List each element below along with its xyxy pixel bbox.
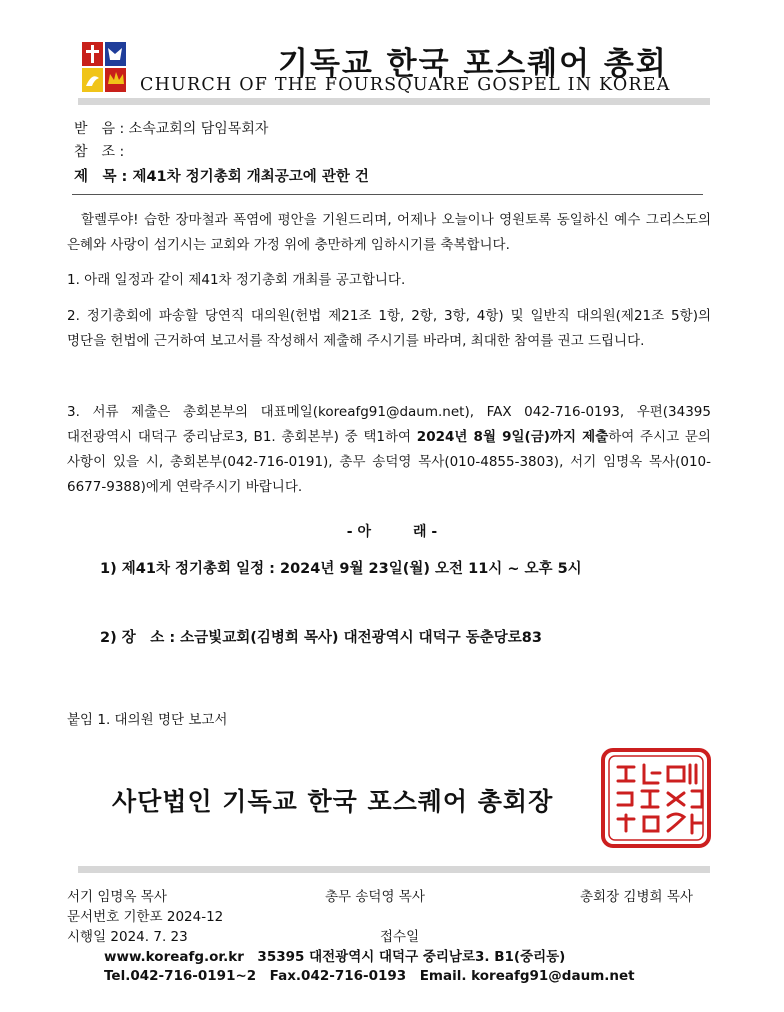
document-number: 문서번호 기한포 2024-12 xyxy=(67,909,224,925)
subject-value: 제41차 정기총회 개최공고에 관한 건 xyxy=(132,169,369,185)
footer-phone-fax-email xyxy=(104,964,635,984)
header-title-english: CHURCH OF THE FOURSQUARE GOSPEL IN KOREA xyxy=(140,75,671,95)
subject-label: 제 목 : xyxy=(74,169,128,185)
footer-general-secretary: 총무 송덕영 목사 xyxy=(325,889,425,905)
recipient-value: 소속교회의 담임목회자 xyxy=(128,121,269,137)
subject-row xyxy=(74,165,369,186)
paragraph-2: 2. 정기총회에 파송할 당연직 대의원(헌법 제21조 1항, 2항, 3항, 4항) 및 일반직 대의원(제21조 5항)의 명단을 헌법에 근거하여 보고서를 작성해서 제출해 주시기를 바라며, 최대한 참여를 권고 드립니다. xyxy=(67,308,711,349)
notice-heading: - 아 래 - xyxy=(346,524,438,540)
paragraph-3-part-b: 하여 주시고 문의 사항이 있을 시, 총회본부(042-716-0191), 총무 송덕영 목사(010-4855-3803), 서기 임명옥 목사(010-6677-9388)에게 연락주시기 바랍니다. xyxy=(67,429,711,495)
header-title-korean: 기독교 한국 포스퀘어 총회 xyxy=(278,46,668,82)
received-date-label: 접수일 xyxy=(380,929,420,945)
notice-item-schedule: 1) 제41차 정기총회 일정 : 2024년 9월 23일(월) 오전 11시 ~ 오후 5시 xyxy=(100,561,582,577)
submission-deadline: 2024년 8월 9일(금)까지 제출 xyxy=(416,429,609,445)
footer-president: 총회장 김병희 목사 xyxy=(580,889,693,905)
official-seal-icon xyxy=(600,747,712,849)
foursquare-logo xyxy=(82,42,126,92)
reference-label: 참 조 : xyxy=(74,144,125,160)
paragraph-3 xyxy=(67,400,711,500)
footer-divider xyxy=(78,866,710,873)
footer-phone-fax: Tel.042-716-0191~2 Fax.042-716-0193 Email. xyxy=(104,968,472,984)
paragraph-3-part-a: 3. 서류 제출은 총회본부의 대표메일(koreafg91@daum.net), FAX 042-716-0193, 우편(34395 대전광역시 대덕구 중리남로3, B1. 총회본부) 중 택1하여 xyxy=(67,404,711,445)
paragraph-1: 1. 아래 일정과 같이 제41차 정기총회 개최를 공고합니다. xyxy=(67,272,406,288)
recipient-label: 받 음 : xyxy=(74,121,125,137)
issue-date: 시행일 2024. 7. 23 xyxy=(67,929,188,945)
recipient-row xyxy=(74,118,268,138)
greeting-paragraph: 할렐루야! 습한 장마철과 폭염에 평안을 기원드리며, 어제나 오늘이나 영원토록 동일하신 예수 그리스도의 은혜와 사랑이 섬기시는 교회와 가정 위에 충만하게 임하시기를 축복합니다. xyxy=(67,212,711,253)
signature-organization: 사단법인 기독교 한국 포스퀘어 총회장 xyxy=(112,787,554,816)
notice-item-location: 2) 장 소 : 소금빛교회(김병희 목사) 대전광역시 대덕구 동춘당로83 xyxy=(100,630,542,646)
reference-row xyxy=(74,141,124,161)
footer-secretary: 서기 임명옥 목사 xyxy=(67,889,167,905)
footer-email-link[interactable]: koreafg91@daum.net xyxy=(471,968,635,984)
attachment-line: 붙임 1. 대의원 명단 보고서 xyxy=(67,712,228,728)
subject-divider xyxy=(72,194,703,195)
header-divider xyxy=(78,98,710,105)
footer-website-address: www.koreafg.or.kr 35395 대전광역시 대덕구 중리남로3. B1(중리동) xyxy=(104,949,566,965)
